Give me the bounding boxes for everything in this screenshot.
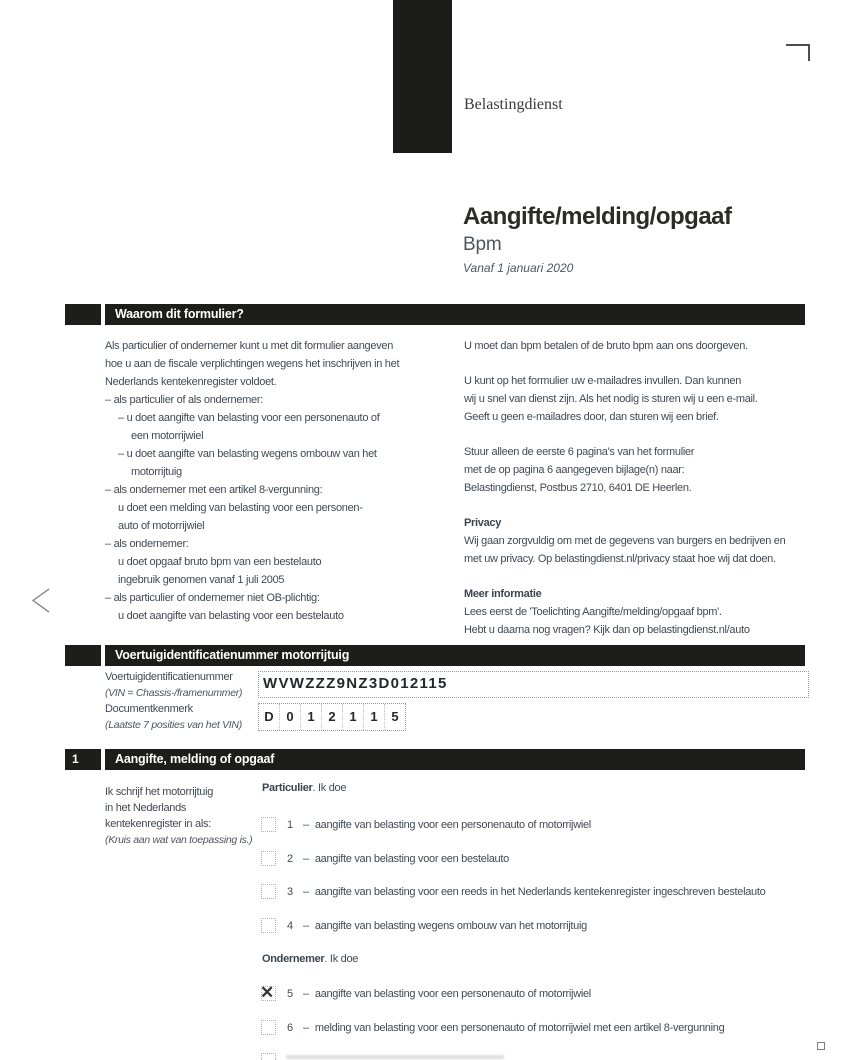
text-line: motorrijtuig <box>131 466 182 478</box>
checkbox-option-6[interactable] <box>261 1020 276 1035</box>
section-bar-1 <box>65 749 805 770</box>
vin-labels <box>105 669 242 733</box>
paragraph-heading: Privacy <box>464 517 502 529</box>
documentkenmerk-input[interactable] <box>258 703 406 731</box>
section1-left-label <box>105 784 252 848</box>
dockenmerk-label: Documentkenmerk <box>105 703 193 715</box>
option-label: aangifte van belasting wegens ombouw van het motorrijtuig <box>314 919 587 932</box>
text-line: Stuur alleen de eerste 6 pagina's van het formulier <box>464 446 695 458</box>
text-line: – u doet aangifte van belasting wegens ombouw van het <box>118 448 377 460</box>
option-label: melding van belasting voor een personenauto of motorrijwiel met een artikel 8-vergunning <box>314 1021 725 1034</box>
group-heading-bold: Particulier <box>262 782 313 794</box>
text-line: Geeft u geen e-mailadres door, dan sturen wij een brief. <box>464 411 719 423</box>
option-dash: – <box>303 885 309 898</box>
option-row-7-cutoff <box>261 1053 287 1060</box>
dockenmerk-label-note: (Laatste 7 posities van het VIN) <box>105 719 242 731</box>
text-line: kentekenregister in als: <box>105 818 211 830</box>
doc-char-cell[interactable]: 0 <box>279 704 300 730</box>
effective-date: Vanaf 1 januari 2020 <box>463 261 574 275</box>
checkbox-option-4[interactable] <box>261 918 276 933</box>
doc-char-cell[interactable]: 1 <box>300 704 321 730</box>
text-line: Ik schrijf het motorrijtuig <box>105 786 214 798</box>
registration-square-icon <box>817 1042 825 1050</box>
text-line: in het Nederlands <box>105 802 187 814</box>
section-number-block <box>65 304 101 325</box>
text-line: Nederlands kentekenregister voldoet. <box>105 376 277 388</box>
text-line: ingebruik genomen vanaf 1 juli 2005 <box>118 574 285 586</box>
text-line: Lees eerst de 'Toelichting Aangifte/melding/opgaaf bpm'. <box>464 606 722 618</box>
vin-label-note: (VIN = Chassis-/framenummer) <box>105 687 243 699</box>
option-row-5 <box>260 983 591 1002</box>
checkbox-option-1[interactable] <box>261 817 276 832</box>
logo-banner <box>393 0 452 153</box>
option-dash: – <box>303 818 309 831</box>
text-line: Als particulier of ondernemer kunt u met dit formulier aangeven <box>105 340 394 352</box>
text-line: – als particulier of ondernemer niet OB-plichtig: <box>105 592 320 604</box>
option-number: 5 <box>287 987 293 1000</box>
text-line: hoe u aan de fiscale verplichtingen wegens het inschrijven in het <box>105 358 400 370</box>
text-line: met uw privacy. Op belastingdienst.nl/privacy staat hoe wij dat doen. <box>464 553 776 565</box>
text-line: u doet een melding van belasting voor een personen- <box>118 502 363 514</box>
group-heading-particulier <box>262 782 346 794</box>
section-title: Voertuigidentificatienummer motorrijtuig <box>105 645 805 666</box>
cutoff-text-remnant <box>286 1055 504 1059</box>
option-row-2 <box>261 851 509 866</box>
checkbox-option-3[interactable] <box>261 884 276 899</box>
section-title: Aangifte, melding of opgaaf <box>105 749 805 770</box>
instruction-note: (Kruis aan wat van toepassing is.) <box>105 834 253 846</box>
vin-label: Voertuigidentificatienummer <box>105 671 233 683</box>
group-heading-rest: . Ik doe <box>324 953 359 965</box>
page-title: Aangifte/melding/opgaaf <box>463 203 732 230</box>
x-mark-icon: ✕ <box>260 983 275 1002</box>
text-line: Belastingdienst, Postbus 2710, 6401 DE Heerlen. <box>464 482 692 494</box>
text-line: u doet opgaaf bruto bpm van een bestelauto <box>118 556 322 568</box>
option-number: 2 <box>287 852 293 865</box>
text-line: Wij gaan zorgvuldig om met de gegevens van burgers en bedrijven en <box>464 535 786 547</box>
section-bar-why <box>65 304 805 325</box>
paragraph-more-info <box>464 585 816 639</box>
option-row-1 <box>261 817 591 832</box>
option-label: aangifte van belasting voor een bestelauto <box>314 852 509 865</box>
paragraph-privacy <box>464 514 816 568</box>
group-heading-bold: Ondernemer <box>262 953 325 965</box>
doc-char-cell[interactable]: 2 <box>321 704 342 730</box>
section-title: Waarom dit formulier? <box>105 304 805 325</box>
text-line: – u doet aangifte van belasting voor een personenauto of <box>118 412 380 424</box>
group-heading-rest: . Ik doe <box>312 782 347 794</box>
option-label: aangifte van belasting voor een reeds in het Nederlands kentekenregister ingeschreven bestelauto <box>314 885 766 898</box>
why-right-column <box>464 337 816 656</box>
doc-char-cell[interactable]: 1 <box>342 704 363 730</box>
option-dash: – <box>303 1021 309 1034</box>
title-block <box>463 203 732 275</box>
option-dash: – <box>303 919 309 932</box>
option-label: aangifte van belasting voor een personenauto of motorrijwiel <box>314 818 591 831</box>
paragraph <box>464 443 816 497</box>
paragraph <box>464 337 816 355</box>
section-number: 1 <box>65 749 101 770</box>
crop-mark-top-right-icon <box>786 44 810 61</box>
option-dash: – <box>303 987 309 1000</box>
text-line: wij u snel van dienst zijn. Als het nodig is sturen wij u een e-mail. <box>464 393 758 405</box>
text-line: U kunt op het formulier uw e-mailadres invullen. Dan kunnen <box>464 375 742 387</box>
option-row-4 <box>261 918 587 933</box>
paragraph-heading: Meer informatie <box>464 588 542 600</box>
page-subtitle: Bpm <box>463 234 502 255</box>
option-number: 4 <box>287 919 293 932</box>
text-line: u doet aangifte van belasting voor een bestelauto <box>118 610 344 622</box>
left-margin-chevron-icon <box>31 587 51 614</box>
text-line: Hebt u daarna nog vragen? Kijk dan op belastingdienst.nl/auto <box>464 624 750 636</box>
option-number: 3 <box>287 885 293 898</box>
doc-char-cell[interactable]: 1 <box>363 704 384 730</box>
text-line: met de op pagina 6 aangegeven bijlage(n) naar: <box>464 464 685 476</box>
checkbox-option-5-checked[interactable] <box>260 983 276 1002</box>
option-row-6 <box>261 1020 724 1035</box>
paragraph <box>464 372 816 426</box>
text-line: – als ondernemer: <box>105 538 189 550</box>
section-bar-vin <box>65 645 805 666</box>
checkbox-option-7[interactable] <box>261 1053 276 1060</box>
text-line: auto of motorrijwiel <box>118 520 205 532</box>
dutch-coat-of-arms-icon <box>792 84 839 140</box>
option-row-3 <box>261 884 765 899</box>
doc-char-cell[interactable]: D <box>264 709 274 724</box>
checkbox-option-2[interactable] <box>261 851 276 866</box>
brand-wordmark: Belastingdienst <box>464 96 563 113</box>
text-line: – als particulier of als ondernemer: <box>105 394 263 406</box>
option-number: 1 <box>287 818 293 831</box>
vin-input[interactable]: WVWZZZ9NZ3D012115 <box>258 671 809 698</box>
text-line: – als ondernemer met een artikel 8-vergunning: <box>105 484 323 496</box>
option-number: 6 <box>287 1021 293 1034</box>
why-left-column <box>105 337 467 625</box>
option-dash: – <box>303 852 309 865</box>
group-heading-ondernemer <box>262 953 358 965</box>
text-line: U moet dan bpm betalen of de bruto bpm aan ons doorgeven. <box>464 340 748 352</box>
section-number-block <box>65 645 101 666</box>
text-line: een motorrijwiel <box>131 430 204 442</box>
doc-char-cell[interactable]: 5 <box>384 704 405 730</box>
option-label: aangifte van belasting voor een personenauto of motorrijwiel <box>314 987 591 1000</box>
